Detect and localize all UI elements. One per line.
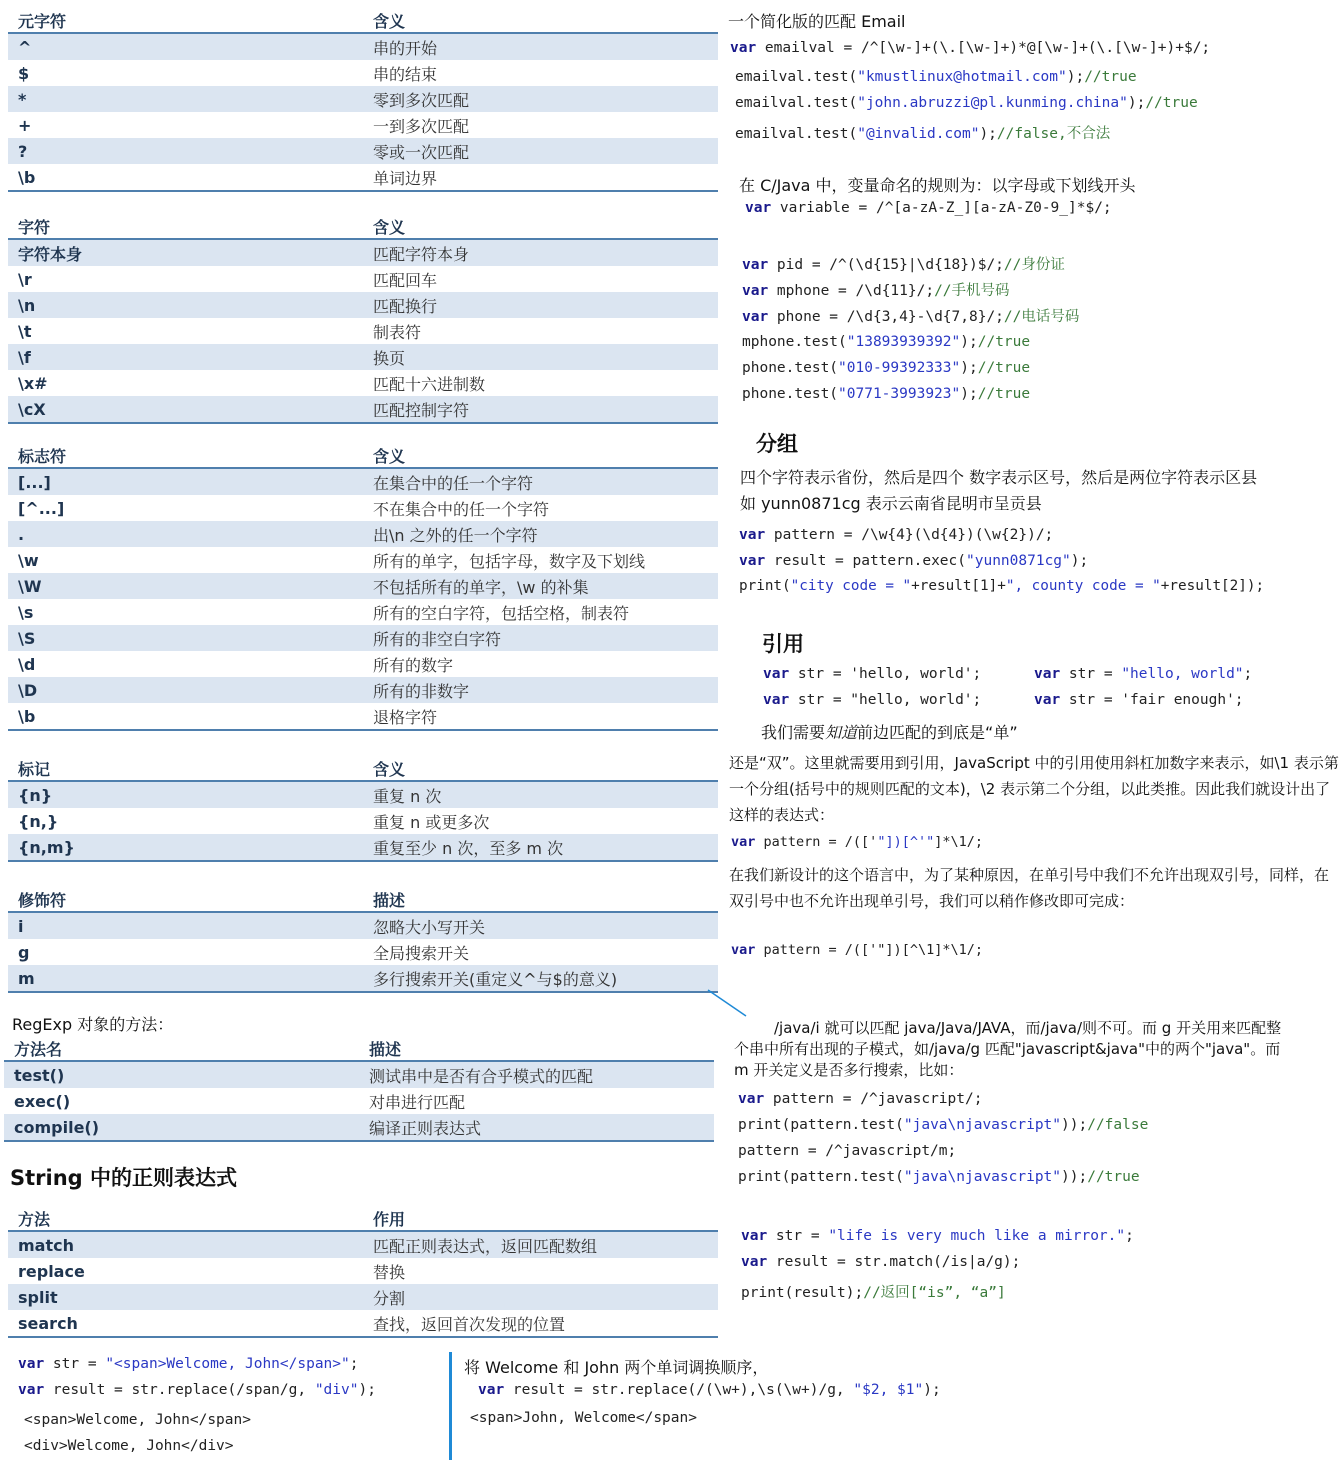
table-header-row (8, 756, 718, 781)
cell-meaning: 匹配回车 (373, 270, 438, 290)
flags-table (8, 443, 718, 731)
table-row (4, 1061, 714, 1088)
cell-meaning: 所有的单字，包括字母，数字及下划线 (373, 551, 646, 571)
cell-key: exec() (14, 1091, 71, 1111)
header-meaning: 描述 (363, 887, 718, 912)
match-code-2: var result = str.match(/is|a/g); (741, 1254, 1021, 1270)
cell-key: ^ (8, 33, 363, 60)
metachar-table (8, 8, 718, 192)
table-row (8, 703, 718, 730)
cell-meaning: 匹配控制字符 (363, 396, 718, 423)
cell-meaning: 匹配正则表达式，返回匹配数组 (363, 1231, 718, 1258)
email-test-2: emailval.test("john.abruzzi@pl.kunming.china");//true (735, 95, 1198, 111)
table-row (8, 965, 718, 992)
header-key: 修饰符 (8, 887, 363, 912)
group-code-1: var pattern = /\w{4}(\d{4})(\w{2})/; (739, 527, 1054, 543)
swap-code: var result = str.replace(/(\w+),\s(\w+)/g, "$2, $1"); (478, 1382, 941, 1398)
string-heading: String 中的正则表达式 (10, 1166, 238, 1190)
header-key: 方法 (8, 1206, 363, 1231)
table-row (4, 1114, 714, 1141)
table-header-row (8, 214, 718, 239)
ref-desc-1: 我们需要知道前边匹配的到底是“单” (761, 723, 1018, 742)
header-meaning: 含义 (363, 443, 718, 468)
var-text: 在 C/Java 中，变量命名的规则为：以字母或下划线开头 (739, 176, 1136, 195)
cell-key: \W (8, 573, 363, 599)
cell-key: compile() (4, 1114, 359, 1141)
cell-meaning: 对串进行匹配 (369, 1092, 466, 1112)
cell-meaning: 匹配十六进制数 (373, 374, 486, 394)
table-row (8, 573, 718, 599)
table-row (8, 370, 718, 396)
header-key: 元字符 (8, 8, 363, 33)
ref-code-1a: var str = 'hello, world'; (763, 666, 982, 682)
cell-key: test() (4, 1061, 359, 1088)
table-row (8, 651, 718, 677)
cell-meaning: 制表符 (373, 322, 422, 342)
table-row (8, 521, 718, 547)
test-1: mphone.test("13893939392");//true (742, 334, 1031, 350)
table-row (8, 834, 718, 861)
table-row (8, 344, 718, 370)
cell-key: \t (18, 321, 32, 341)
cell-key: \x# (18, 373, 48, 393)
bottom-out-2: <div>Welcome, John</div> (24, 1438, 234, 1454)
table-header-row (8, 887, 718, 912)
cell-key: \D (8, 677, 363, 703)
table-row (8, 86, 718, 112)
match-code-3: print(result);//返回[“is”, “a”] (741, 1285, 1006, 1301)
ref-code-1b: var str = "hello, world"; (1034, 666, 1253, 682)
cell-key: ? (8, 138, 363, 164)
table-row (8, 138, 718, 164)
methods-table (4, 1036, 714, 1142)
header-meaning: 描述 (359, 1036, 714, 1061)
cell-key: {n,} (18, 811, 59, 831)
table-row (8, 912, 718, 939)
table-row (8, 547, 718, 573)
table-header-row (8, 443, 718, 468)
bottom-code-1: var str = "<span>Welcome, John</span>"; (18, 1356, 359, 1372)
table-header-row (8, 1206, 718, 1231)
cell-key: 字符本身 (8, 239, 363, 266)
flag-code-3: pattern = /^javascript/m; (738, 1143, 957, 1159)
swap-out: <span>John, Welcome</span> (470, 1410, 697, 1426)
cell-key: match (8, 1231, 363, 1258)
email-test-1: emailval.test("kmustlinux@hotmail.com");//true (735, 69, 1137, 85)
flag-desc: /java/i 就可以匹配 java/Java/JAVA，而/java/则不可。而 g 开关用来匹配整个串中所有出现的子模式，如/java/g 匹配"javascript&java"中的两个"java"。而 m 开关定义是否多行搜索，比如： (734, 1019, 1282, 1079)
marks-table (8, 756, 718, 862)
table-row (8, 808, 718, 834)
table-row (8, 599, 718, 625)
test-2: phone.test("010-99392333");//true (742, 360, 1031, 376)
cell-meaning: 在集合中的任一个字符 (363, 468, 718, 495)
table-row (8, 60, 718, 86)
cell-meaning: 换页 (363, 344, 718, 370)
modifiers-table (8, 887, 718, 993)
email-code: var emailval = /^[\w-]+(\.[\w-]+)*@[\w-]+(\.[\w-]+)+$/; (730, 40, 1211, 56)
cell-key: g (18, 942, 30, 962)
vertical-divider (449, 1352, 452, 1460)
cell-meaning: 一到多次匹配 (373, 116, 470, 136)
table-row (8, 677, 718, 703)
cell-meaning: 查找，返回首次发现的位置 (373, 1314, 566, 1334)
cell-key: [...] (8, 468, 363, 495)
cell-meaning: 替换 (373, 1262, 406, 1282)
cell-key: {n,m} (8, 834, 363, 861)
cell-meaning: 重复 n 或更多次 (373, 812, 490, 832)
cell-key: i (8, 912, 363, 939)
cell-key: \d (18, 654, 36, 674)
cell-key: $ (18, 63, 30, 83)
cell-key: \w (18, 550, 39, 570)
flag-code-2: print(pattern.test("java\njavascript"));//false (738, 1117, 1149, 1133)
table-row (8, 396, 718, 423)
cell-key: * (8, 86, 363, 112)
cell-meaning: 退格字符 (373, 707, 438, 727)
header-meaning: 含义 (363, 8, 718, 33)
header-key: 方法名 (4, 1036, 359, 1061)
table-row (8, 1231, 718, 1258)
table-row (8, 164, 718, 191)
cell-meaning: 忽略大小写开关 (363, 912, 718, 939)
test-3: phone.test("0771-3993923");//true (742, 386, 1031, 402)
ref-code-3: var pattern = /(['"])[^'"]*\1/; (731, 834, 983, 850)
cell-meaning: 零到多次匹配 (363, 86, 718, 112)
cell-key: [^...] (18, 498, 65, 518)
mphone-code: var mphone = /\d{11}/;//手机号码 (742, 283, 1010, 299)
cell-key: \s (18, 602, 34, 622)
header-meaning: 作用 (363, 1206, 718, 1231)
cell-key: \b (18, 167, 36, 187)
cell-meaning: 测试串中是否有合乎模式的匹配 (359, 1061, 714, 1088)
flag-code-4: print(pattern.test("java\njavascript"));//true (738, 1169, 1140, 1185)
table-row (8, 112, 718, 138)
cell-meaning: 编译正则表达式 (359, 1114, 714, 1141)
cell-key: split (8, 1284, 363, 1310)
cell-key: \cX (8, 396, 363, 423)
cell-meaning: 所有的非数字 (363, 677, 718, 703)
table-row (8, 781, 718, 808)
string-methods-table (8, 1206, 718, 1338)
group-desc-2: 如 yunn0871cg 表示云南省昆明市呈贡县 (740, 494, 1042, 513)
table-row (8, 1310, 718, 1337)
regexp-caption: RegExp 对象的方法： (12, 1015, 174, 1034)
cell-key: search (18, 1313, 78, 1333)
cell-meaning: 串的开始 (363, 33, 718, 60)
cell-meaning: 多行搜索开关(重定义^与$的意义) (363, 965, 718, 992)
cell-meaning: 不包括所有的单字，\w 的补集 (363, 573, 718, 599)
cell-meaning: 分割 (363, 1284, 718, 1310)
cell-meaning: 重复 n 次 (363, 781, 718, 808)
table-row (8, 939, 718, 965)
table-header-row (8, 8, 718, 33)
ref-code-2b: var str = 'fair enough'; (1034, 692, 1244, 708)
cell-meaning: 所有的数字 (373, 655, 454, 675)
cell-meaning: 单词边界 (373, 168, 438, 188)
table-row (8, 239, 718, 266)
group-heading: 分组 (756, 432, 798, 456)
ref-code-2a: var str = "hello, world'; (763, 692, 982, 708)
cell-key: replace (18, 1261, 85, 1281)
table-row (8, 33, 718, 60)
bottom-out-1: <span>Welcome, John</span> (24, 1412, 251, 1428)
ref-heading: 引用 (762, 632, 804, 656)
pid-code: var pid = /^(\d{15}|\d{18})$/;//身份证 (742, 257, 1065, 273)
flag-code-1: var pattern = /^javascript/; (738, 1091, 983, 1107)
cell-meaning: 不在集合中的任一个字符 (373, 499, 550, 519)
group-code-2: var result = pattern.exec("yunn0871cg"); (739, 553, 1089, 569)
table-row (8, 495, 718, 521)
group-code-3: print("city code = "+result[1]+", county code = "+result[2]); (739, 578, 1265, 594)
header-key: 标记 (8, 756, 363, 781)
table-row (8, 625, 718, 651)
cell-key: \b (18, 706, 36, 726)
table-row (8, 1258, 718, 1284)
header-meaning: 含义 (363, 214, 718, 239)
table-row (8, 266, 718, 292)
cell-meaning: 串的结束 (373, 64, 438, 84)
cell-key: . (8, 521, 363, 547)
table-row (8, 468, 718, 495)
cell-key: {n} (8, 781, 363, 808)
cell-meaning: 零或一次匹配 (363, 138, 718, 164)
diagonal-stroke (704, 986, 750, 1020)
var-code: var variable = /^[a-zA-Z_][a-zA-Z0-9_]*$/; (745, 200, 1112, 216)
header-key: 标志符 (8, 443, 363, 468)
cell-meaning: 匹配换行 (363, 292, 718, 318)
table-row (8, 1284, 718, 1310)
cell-meaning: 全局搜索开关 (373, 943, 470, 963)
cell-key: \f (8, 344, 363, 370)
cell-key: \S (8, 625, 363, 651)
ref-desc-2: 还是“双”。这里就需要用到引用，JavaScript 中的引用使用斜杠加数字来表示，如\1 表示第一个分组(括号中的规则匹配的文本)，\2 表示第二个分组，以此类推。因此我们就设计出了这样的表达式： (729, 754, 1339, 824)
header-meaning: 含义 (363, 756, 718, 781)
chars-table (8, 214, 718, 424)
cell-meaning: 所有的空白字符，包括空格，制表符 (373, 603, 630, 623)
cell-meaning: 出\n 之外的任一个字符 (363, 521, 718, 547)
cell-key: + (18, 115, 32, 135)
swap-text: 将 Welcome 和 John 两个单词调换顺序， (464, 1358, 769, 1377)
cell-meaning: 匹配字符本身 (363, 239, 718, 266)
header-key: 字符 (8, 214, 363, 239)
table-row (8, 292, 718, 318)
ref-desc-3: 在我们新设计的这个语言中，为了某种原因，在单引号中我们不允许出现双引号，同样，在双引号中也不允许出现单引号，我们可以稍作修改即可完成： (729, 866, 1330, 910)
group-desc-1: 四个字符表示省份，然后是四个 数字表示区号，然后是两位字符表示区县 (740, 468, 1258, 487)
phone-code: var phone = /\d{3,4}-\d{7,8}/;//电话号码 (742, 309, 1080, 325)
table-row (8, 318, 718, 344)
table-row (4, 1088, 714, 1114)
email-test-3: emailval.test("@invalid.com");//false,不合法 (735, 126, 1111, 142)
table-header-row (4, 1036, 714, 1061)
match-code-1: var str = "life is very much like a mirror."; (741, 1228, 1134, 1244)
ref-code-4: var pattern = /(['"])[^\1]*\1/; (731, 942, 983, 958)
cell-key: \n (8, 292, 363, 318)
cell-meaning: 重复至少 n 次，至多 m 次 (363, 834, 718, 861)
cell-meaning: 所有的非空白字符 (363, 625, 718, 651)
cell-key: \r (18, 269, 32, 289)
bottom-code-2: var result = str.replace(/span/g, "div"); (18, 1382, 376, 1398)
cell-key: m (8, 965, 363, 992)
email-title: 一个简化版的匹配 Email (728, 12, 906, 31)
